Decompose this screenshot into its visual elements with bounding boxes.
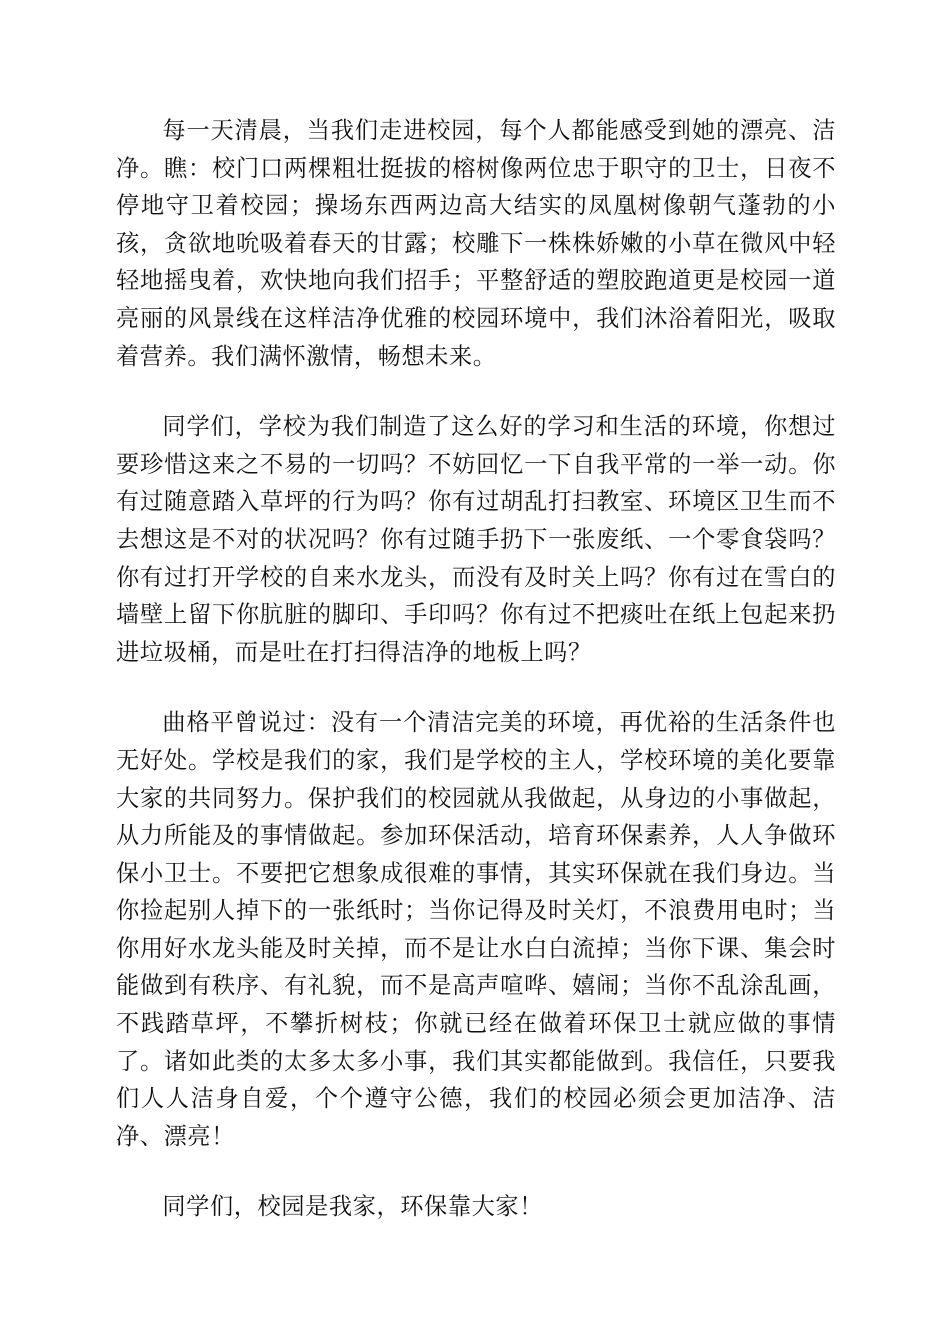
paragraph-closing-slogan: 同学们，校园是我家，环保靠大家！ xyxy=(162,1193,543,1221)
paragraph-environmental-action: 曲格平曾说过：没有一个清洁完美的环境，再优裕的生活条件也无好处。学校是我们的家，我们是学校的主人，学校环境的美化要靠大家的共同努力。保护我们的校园就从我做起，从身边的小事做起，从力所能及的事情做起。参加环保活动，培育环保素养，人人争做环保小卫士。不要把它想象成很难的事情，其实环保就在我们身边。当你捡起别人掉下的一张纸时；当你记得及时关灯，不浪费用电时；当你用好水龙头能及时关掉，而不是让水白白流掉；当你下课、集会时能做到有秩序、有礼貌，而不是高声喧哗、嬉闹；当你不乱涂乱画，不践踏草坪，不攀折树枝；你就已经在做着环保卫士就应做的事情了。诸如此类的太多太多小事，我们其实都能做到。我信任，只要我们人人洁身自爱，个个遵守公德，我们的校园必须会更加洁净、洁净、漂亮！ xyxy=(116,709,836,1150)
document-body xyxy=(116,112,836,1226)
paragraph-morning-campus: 每一天清晨，当我们走进校园，每个人都能感受到她的漂亮、洁净。瞧：校门口两棵粗壮挺拔的榕树像两位忠于职守的卫士，日夜不停地守卫着校园；操场东西两边高大结实的凤凰树像朝气蓬勃的小孩，贪欲地吮吸着春天的甘露；校雕下一株株娇嫩的小草在微风中轻轻地摇曳着，欢快地向我们招手；平整舒适的塑胶跑道更是校园一道亮丽的风景线在这样洁净优雅的校园环境中，我们沐浴着阳光，吸取着营养。我们满怀激情，畅想未来。 xyxy=(116,117,836,370)
paragraph-cherish-environment: 同学们，学校为我们制造了这么好的学习和生活的环境，你想过要珍惜这来之不易的一切吗？不妨回忆一下自我平常的一举一动。你有过随意踏入草坪的行为吗？你有过胡乱打扫教室、环境区卫生而不去想这是不对的状况吗？你有过随手扔下一张废纸、一个零食袋吗？你有过打开学校的自来水龙头，而没有及时关上吗？你有过在雪白的墙壁上留下你肮脏的脚印、手印吗？你有过不把痰吐在纸上包起来扔进垃圾桶，而是吐在打扫得洁净的地板上吗？ xyxy=(116,413,836,666)
